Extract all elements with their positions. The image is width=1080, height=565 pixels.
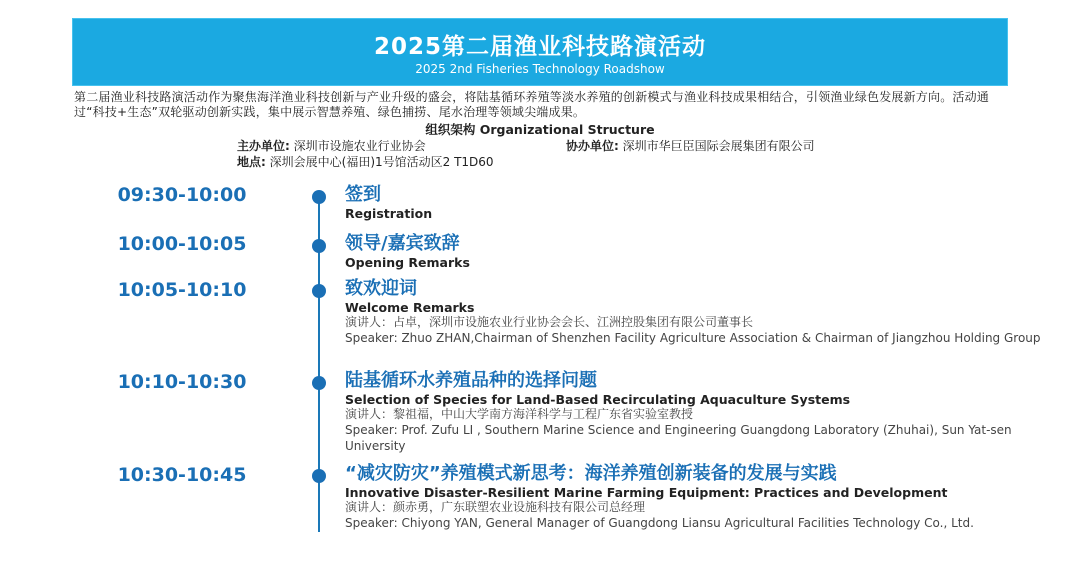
timeline-dot-icon	[312, 239, 326, 253]
schedule-title-en: Registration	[345, 206, 433, 221]
venue-label: 地点:	[237, 155, 266, 169]
schedule-time: 10:00-10:05	[117, 233, 247, 255]
schedule-title-zh: 陆基循环水养殖品种的选择问题	[345, 370, 597, 391]
page-title: 2025第二届渔业科技路演活动	[373, 34, 706, 60]
timeline-dot-icon	[312, 469, 326, 483]
host-label: 主办单位:	[237, 139, 290, 153]
schedule-title-zh: “减灾防灾”养殖模式新思考：海洋养殖创新装备的发展与实践	[345, 463, 837, 484]
schedule-title-en: Innovative Disaster-Resilient Marine Farming Equipment: Practices and Development	[345, 485, 948, 500]
schedule-time: 10:10-10:30	[117, 371, 247, 393]
schedule-title-zh: 签到	[345, 184, 381, 205]
schedule-time: 09:30-10:00	[117, 184, 247, 206]
co-label: 协办单位:	[566, 139, 619, 153]
speaker-zh: 演讲人：黎祖福，中山大学南方海洋科学与工程广东省实验室教授	[345, 407, 694, 421]
organization-title: 组织架构 Organizational Structure	[425, 122, 655, 137]
timeline-dot-icon	[312, 376, 326, 390]
speaker-en: Speaker: Prof. Zufu LI , Southern Marine Science and Engineering Guangdong Laboratory (Zhuhai), Sun Yat-sen University	[345, 423, 1012, 453]
host-organizer	[237, 138, 426, 154]
timeline-dot-icon	[312, 190, 326, 204]
venue	[237, 154, 494, 170]
schedule-title-zh: 领导/嘉宾致辞	[345, 233, 460, 254]
co-value: 深圳市华巨臣国际会展集团有限公司	[622, 139, 815, 153]
speaker-zh: 演讲人：占卓，深圳市设施农业行业协会会长、江洲控股集团有限公司董事长	[345, 315, 754, 329]
header-banner	[72, 18, 1008, 86]
intro-paragraph: 第二届渔业科技路演活动作为聚焦海洋渔业科技创新与产业升级的盛会，将陆基循环养殖等淡水养殖的创新模式与渔业科技成果相结合，引领渔业绿色发展新方向。活动通过“科技+生态”双轮驱动创新实践，集中展示智慧养殖、绿色捕捞、尾水治理等领域尖端成果。	[74, 90, 990, 119]
schedule-title-en: Welcome Remarks	[345, 300, 475, 315]
speaker-en: Speaker: Zhuo ZHAN,Chairman of Shenzhen Facility Agriculture Association & Chairman of Jiangzhou Holding Group	[345, 331, 1041, 345]
schedule-time: 10:30-10:45	[117, 464, 247, 486]
page-subtitle: 2025 2nd Fisheries Technology Roadshow	[415, 62, 665, 76]
speaker-zh: 演讲人：颜赤勇，广东联塑农业设施科技有限公司总经理	[345, 500, 646, 514]
schedule-title-zh: 致欢迎词	[345, 278, 417, 299]
venue-value: 深圳会展中心(福田)1号馆活动区2 T1D60	[269, 155, 494, 169]
host-value: 深圳市设施农业行业协会	[293, 139, 426, 153]
schedule-time: 10:05-10:10	[117, 279, 247, 301]
speaker-en: Speaker: Chiyong YAN, General Manager of Guangdong Liansu Agricultural Facilities Technology Co., Ltd.	[345, 516, 974, 530]
co-organizer	[566, 138, 815, 154]
timeline-dot-icon	[312, 284, 326, 298]
schedule-title-en: Selection of Species for Land-Based Recirculating Aquaculture Systems	[345, 392, 851, 407]
schedule-title-en: Opening Remarks	[345, 255, 470, 270]
